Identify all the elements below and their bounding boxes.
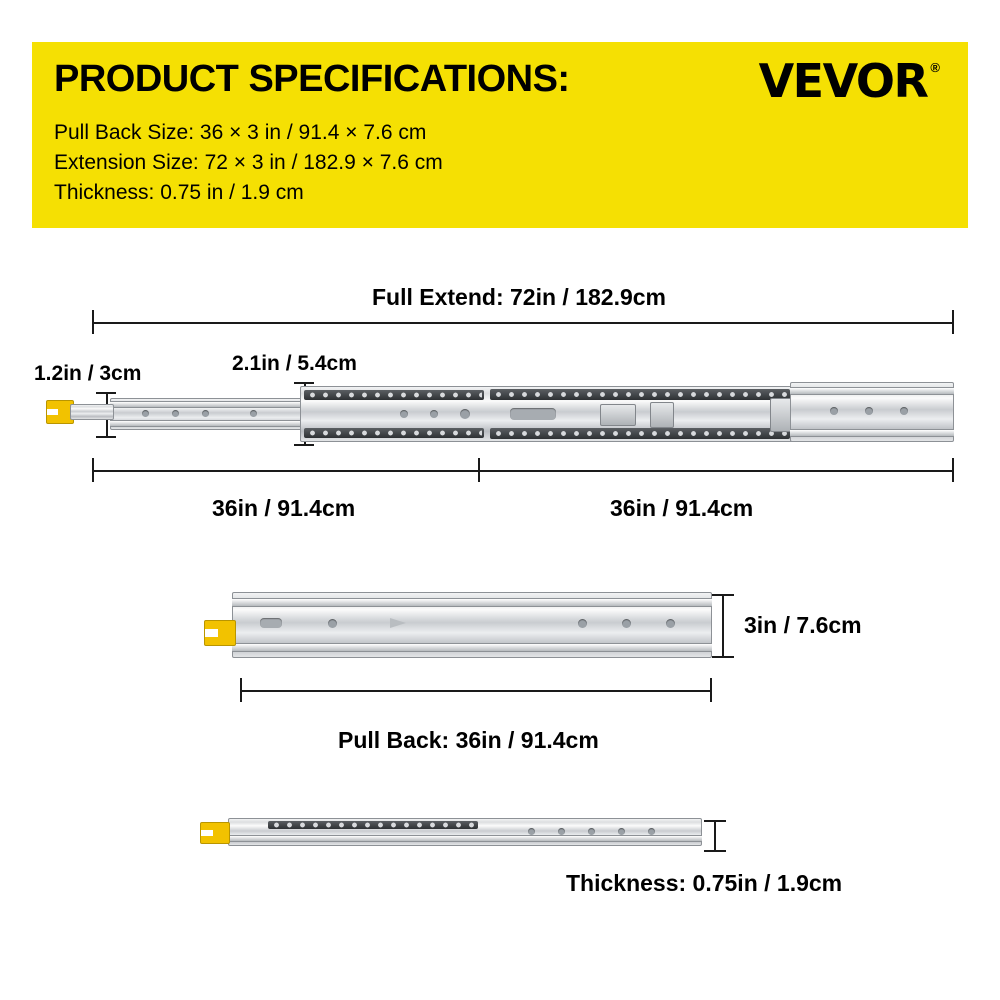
pull-back-dimension-line [240,690,712,692]
segment-right-tick-right [952,458,954,482]
pull-back-tick-right [710,678,712,702]
drawer-slide-retracted [232,592,712,658]
banner-top-row [54,54,946,108]
drawer-slide-edge-view [228,818,702,846]
spec-line-thickness: Thickness: 0.75 in / 1.9 cm [54,180,304,204]
spec-list [54,118,946,207]
full-extend-tick-right [952,310,954,334]
segment-right-dimension-line [478,470,954,472]
segment-left-tick-left [92,458,94,482]
retracted-height-tick-bottom [712,656,734,658]
full-extend-tick-left [92,310,94,334]
pull-back-tick-left [240,678,242,702]
thickness-dimension-line [714,820,716,850]
spec-line-extension-size: Extension Size: 72 × 3 in / 182.9 × 7.6 cm [54,150,443,174]
inner-height-label: 2.1in / 5.4cm [232,352,357,375]
brand-name: VEVOR [758,54,928,108]
product-specifications-banner [32,42,968,228]
page-title: PRODUCT SPECIFICATIONS: [54,58,570,100]
registered-trademark-icon: ® [930,60,940,75]
thickness-label: Thickness: 0.75in / 1.9cm [566,870,843,896]
release-tab-icon-bottom [200,822,230,844]
brand-logo [758,54,940,108]
left-height-label: 1.2in / 3cm [34,362,142,385]
full-extend-dimension-line [92,322,954,324]
thickness-tick-top [704,820,726,822]
segment-left-label: 36in / 91.4cm [212,495,356,521]
pull-back-label: Pull Back: 36in / 91.4cm [338,727,599,753]
inner-height-tick-top [294,382,314,384]
drawer-slide-right-outer-rail [790,382,954,442]
full-extend-label: Full Extend: 72in / 182.9cm [372,284,666,310]
retracted-height-dimension-line [722,594,724,656]
left-height-tick-bottom [96,436,116,438]
segment-left-dimension-line [92,470,480,472]
spec-line-pull-back-size: Pull Back Size: 36 × 3 in / 91.4 × 7.6 cm [54,121,427,144]
segment-right-label: 36in / 91.4cm [610,495,754,521]
thickness-tick-bottom [704,850,726,852]
left-height-tick-top [96,392,116,394]
retracted-height-label: 3in / 7.6cm [744,612,862,638]
release-tab-icon-middle [204,620,236,646]
inner-height-tick-bottom [294,444,314,446]
retracted-height-tick-top [712,594,734,596]
left-rail-tip [70,404,114,420]
